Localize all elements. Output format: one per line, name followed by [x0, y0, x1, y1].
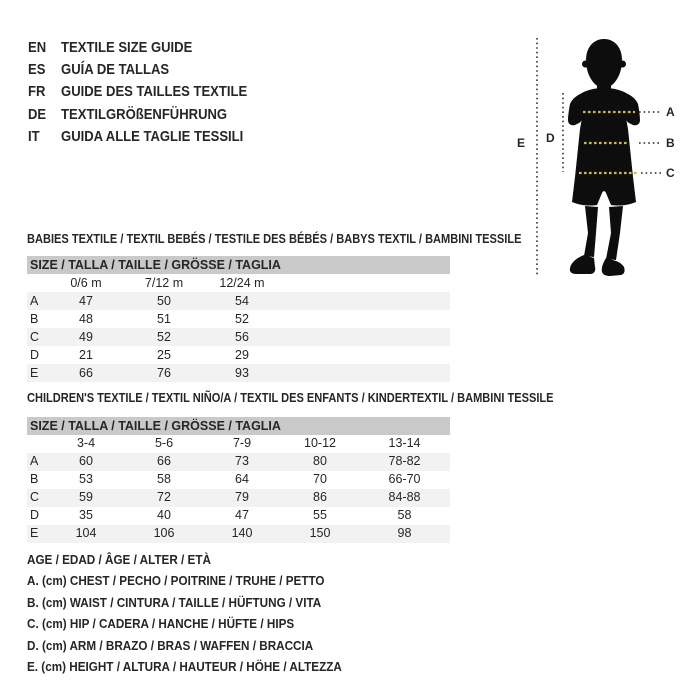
- row-label: A: [30, 454, 39, 468]
- language-label: GUIDE DES TAILLES TEXTILE: [61, 83, 248, 101]
- children-size-header-bar: SIZE / TALLA / TAILLE / GRÖSSE / TAGLIA: [27, 417, 450, 435]
- row-label: B: [30, 312, 39, 326]
- table-cell: 35: [79, 508, 93, 522]
- language-code: EN: [28, 38, 47, 56]
- table-cell: 47: [79, 294, 93, 308]
- table-cell: 51: [157, 312, 171, 326]
- children-table: [27, 417, 450, 543]
- row-label: D: [30, 348, 40, 362]
- legend-line-waist: B. (cm) WAIST / CINTURA / TAILLE / HÜFTUNG / VITA: [27, 594, 322, 610]
- babies-table: [27, 256, 450, 382]
- table-row: [27, 525, 450, 543]
- children-section-title: CHILDREN'S TEXTILE / TEXTIL NIÑO/A / TEXTIL DES ENFANTS / KINDERTEXTIL / BAMBINI TESSILE: [27, 390, 554, 405]
- table-cell: 84-88: [388, 490, 421, 504]
- table-cell: 54: [235, 294, 249, 308]
- table-cell: 72: [157, 490, 171, 504]
- table-row: [27, 471, 450, 489]
- table-cell: 73: [235, 454, 249, 468]
- table-cell: 76: [157, 366, 171, 380]
- table-row: [27, 328, 450, 346]
- measurement-legend: [27, 549, 342, 677]
- table-row: [27, 364, 450, 382]
- table-cell: 29: [235, 348, 249, 362]
- child-silhouette: [568, 39, 640, 276]
- language-code: IT: [28, 128, 40, 146]
- language-label: GUÍA DE TALLAS: [61, 61, 170, 79]
- row-label: A: [30, 294, 39, 308]
- row-label: D: [30, 508, 40, 522]
- column-header: 3-4: [76, 436, 96, 450]
- table-cell: 59: [79, 490, 93, 504]
- language-row-it: [28, 126, 247, 148]
- language-code: FR: [28, 83, 46, 101]
- row-label: C: [30, 490, 40, 504]
- language-row-en: [28, 36, 247, 58]
- table-cell: 49: [79, 330, 93, 344]
- language-list: [28, 36, 247, 148]
- table-cell: 60: [79, 454, 93, 468]
- table-cell: 78-82: [388, 454, 421, 468]
- table-cell: 21: [79, 348, 93, 362]
- legend-age-line: AGE / EDAD / ÂGE / ALTER / ETÀ: [27, 552, 211, 567]
- language-label: TEXTILE SIZE GUIDE: [61, 38, 193, 56]
- child-measurement-diagram: [505, 30, 695, 295]
- table-cell: 86: [313, 490, 327, 504]
- table-cell: 79: [235, 490, 249, 504]
- babies-size-header-bar: SIZE / TALLA / TAILLE / GRÖSSE / TAGLIA: [27, 256, 450, 274]
- legend-line-chest: A. (cm) CHEST / PECHO / POITRINE / TRUHE / PETTO: [27, 573, 325, 589]
- table-cell: 150: [309, 526, 331, 540]
- table-cell: 40: [157, 508, 171, 522]
- table-cell: 47: [235, 508, 249, 522]
- measure-label-a: A: [666, 105, 675, 119]
- table-cell: 93: [235, 366, 249, 380]
- table-cell: 104: [75, 526, 97, 540]
- table-cell: 106: [153, 526, 175, 540]
- table-cell: 66: [79, 366, 93, 380]
- measure-label-d: D: [546, 131, 555, 145]
- legend-line-arm: D. (cm) ARM / BRAZO / BRAS / WAFFEN / BRACCIA: [27, 637, 314, 653]
- table-cell: 66: [157, 454, 171, 468]
- table-row: [27, 507, 450, 525]
- measure-label-c: C: [666, 166, 675, 180]
- row-label: E: [30, 526, 39, 540]
- table-cell: 98: [397, 526, 412, 540]
- table-row: [27, 292, 450, 310]
- row-label: E: [30, 366, 39, 380]
- column-header: 7-9: [232, 436, 252, 450]
- column-header: 7/12 m: [144, 276, 184, 290]
- babies-section-title: BABIES TEXTILE / TEXTIL BEBÉS / TESTILE DES BÉBÉS / BABYS TEXTIL / BAMBINI TESSILE: [27, 231, 522, 246]
- column-header: 12/24 m: [219, 276, 265, 290]
- legend-line-hip: C. (cm) HIP / CADERA / HANCHE / HÜFTE / HIPS: [27, 616, 295, 632]
- column-header: 0/6 m: [70, 276, 102, 290]
- table-cell: 140: [231, 526, 253, 540]
- table-cell: 58: [397, 508, 412, 522]
- table-cell: 52: [235, 312, 249, 326]
- measure-label-e: E: [517, 136, 526, 150]
- table-cell: 53: [79, 472, 93, 486]
- table-cell: 58: [157, 472, 171, 486]
- table-row: [27, 453, 450, 471]
- table-row: [27, 346, 450, 364]
- table-row: [27, 489, 450, 507]
- language-row-de: [28, 103, 247, 125]
- language-row-es: [28, 58, 247, 80]
- row-label: B: [30, 472, 39, 486]
- table-cell: 50: [157, 294, 171, 308]
- language-code: DE: [28, 105, 47, 123]
- column-header: 10-12: [304, 436, 336, 450]
- language-label: TEXTILGRÖßENFÜHRUNG: [61, 105, 228, 123]
- column-header: 5-6: [154, 436, 174, 450]
- children-column-header-row: [27, 435, 450, 453]
- table-cell: 55: [313, 508, 327, 522]
- measure-label-b: B: [666, 136, 675, 150]
- table-cell: 80: [313, 454, 327, 468]
- table-cell: 52: [157, 330, 171, 344]
- table-cell: 48: [79, 312, 93, 326]
- table-row: [27, 310, 450, 328]
- table-cell: 64: [235, 472, 249, 486]
- table-cell: 56: [235, 330, 249, 344]
- table-cell: 25: [157, 348, 171, 362]
- table-cell: 70: [313, 472, 327, 486]
- language-label: GUIDA ALLE TAGLIE TESSILI: [61, 128, 244, 146]
- column-header: 13-14: [388, 436, 421, 450]
- table-cell: 66-70: [388, 472, 421, 486]
- language-code: ES: [28, 61, 46, 79]
- legend-line-height: E. (cm) HEIGHT / ALTURA / HAUTEUR / HÖHE / ALTEZZA: [27, 659, 342, 675]
- row-label: C: [30, 330, 40, 344]
- babies-column-header-row: [27, 274, 450, 292]
- language-row-fr: [28, 81, 247, 103]
